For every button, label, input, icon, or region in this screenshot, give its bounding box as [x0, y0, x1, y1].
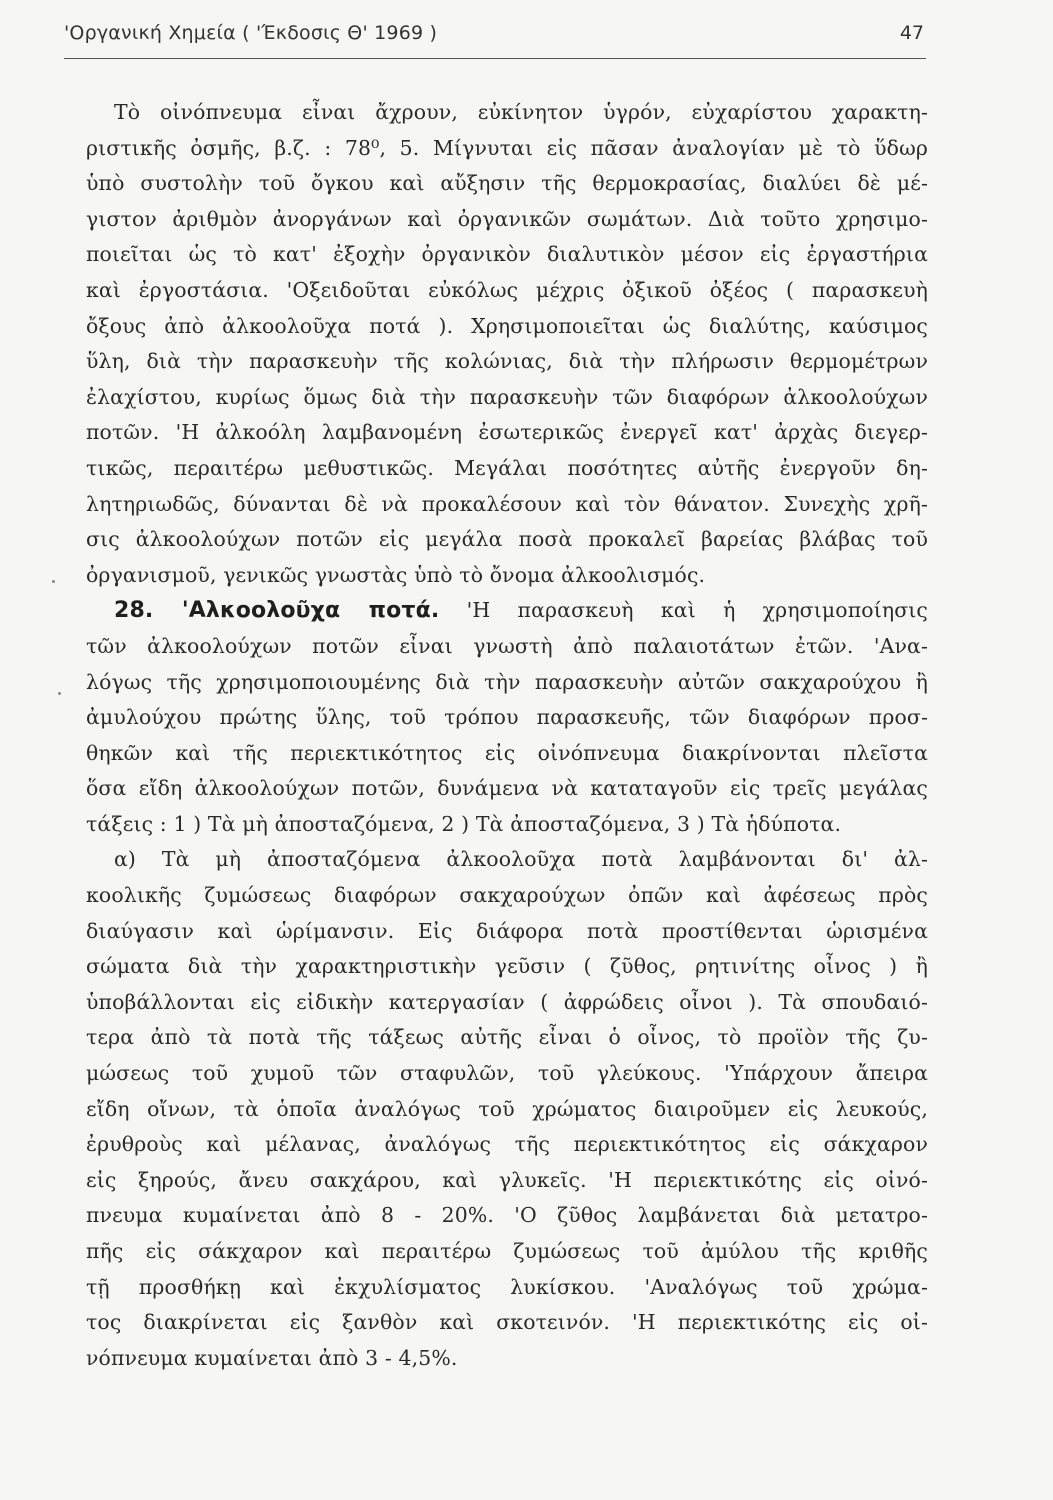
text-line: σις ἀλκοολούχων ποτῶν εἰς μεγάλα ποσὰ προκαλεῖ βαρείας βλάβας τοῦ	[86, 527, 928, 552]
text-line: καὶ ἐργοστάσια. 'Οξειδοῦται εὐκόλως μέχρις ὀξικοῦ ὀξέος ( παρασκευὴ	[86, 277, 928, 302]
text-line: τῶν ἀλκοολούχων ποτῶν εἶναι γνωστὴ ἀπὸ παλαιοτάτων ἐτῶν. 'Ανα-	[86, 633, 928, 658]
text-line: λητηριωδῶς, δύνανται δὲ νὰ προκαλέσουν καὶ τὸν θάνατον. Συνεχὴς χρῆ-	[86, 491, 928, 516]
running-header	[64, 22, 926, 59]
text-line: τάξεις : 1 ) Τὰ μὴ ἀποσταζόμενα, 2 ) Τὰ ἀποσταζόμενα, 3 ) Τὰ ἡδύποτα.	[86, 811, 842, 836]
text-line: πνευμα κυμαίνεται ἀπὸ 8 - 20%. 'Ο ζῦθος λαμβάνεται διὰ μετατρο-	[86, 1203, 928, 1228]
text-line: ἐρυθροὺς καὶ μέλανας, ἀναλόγως τῆς περιεκτικότητος εἰς σάκχαρον	[86, 1132, 928, 1157]
text-line: ὕλη, διὰ τὴν παρασκευὴν τῆς κολώνιας, διὰ τὴν πλήρωσιν θερμομέτρων	[86, 349, 928, 374]
text-line: ὑπὸ συστολὴν τοῦ ὄγκου καὶ αὔξησιν τῆς θερμοκρασίας, διαλύει δὲ μέ-	[86, 171, 928, 196]
section-28-text: 'Η παρασκευὴ καὶ ἡ χρησιμοποίησις	[466, 598, 928, 623]
text-line: ριστικῆς ὀσμῆς, β.ζ. : 78⁰, 5. Μίγνυται εἰς πᾶσαν ἀναλογίαν μὲ τὸ ὕδωρ	[86, 135, 928, 160]
text-line: ποτῶν. 'Η ἀλκοόλη λαμβανομένη ἐσωτερικῶς ἐνεργεῖ κατ' ἀρχὰς διεγερ-	[86, 420, 928, 445]
text-line: εἴδη οἴνων, τὰ ὁποῖα ἀναλόγως τοῦ χρώματος διαιροῦμεν εἰς λευκούς,	[86, 1096, 928, 1121]
text-line: α) Τὰ μὴ ἀποσταζόμενα ἀλκοολοῦχα ποτὰ λαμβάνονται δι' ἀλ-	[114, 847, 928, 872]
text-line: εἰς ξηρούς, ἄνευ σακχάρου, καὶ γλυκεῖς. 'Η περιεκτικότης εἰς οἰνό-	[86, 1167, 928, 1192]
scan-speck	[58, 692, 61, 695]
text-line: τικῶς, περαιτέρω μεθυστικῶς. Μεγάλαι ποσότητες αὐτῆς ἐνεργοῦν δη-	[86, 455, 928, 480]
text-line: ὀργανισμοῦ, γενικῶς γνωστὰς ὑπὸ τὸ ὄνομα ἀλκοολισμός.	[86, 562, 706, 587]
text-line: τος διακρίνεται εἰς ξανθὸν καὶ σκοτεινόν. 'Η περιεκτικότης εἰς οἰ-	[86, 1310, 928, 1335]
text-line: διαύγασιν καὶ ὡρίμανσιν. Εἰς διάφορα ποτὰ προστίθενται ὡρισμένα	[86, 918, 928, 943]
section-28-first-line	[86, 593, 928, 629]
header-title: 'Οργανική Χημεία ( 'Έκδοσις Θ' 1969 )	[64, 22, 438, 44]
text-line: ἀμυλούχου πρώτης ὕλης, τοῦ τρόπου παρασκευῆς, τῶν διαφόρων προσ-	[86, 705, 928, 730]
text-line: μώσεως τοῦ χυμοῦ τῶν σταφυλῶν, τοῦ γλεύκους. 'Υπάρχουν ἄπειρα	[86, 1061, 928, 1086]
scan-speck	[52, 580, 55, 583]
text-line: πῆς εἰς σάκχαρον καὶ περαιτέρω ζυμώσεως τοῦ ἀμύλου τῆς κριθῆς	[86, 1239, 928, 1263]
page-number: 47	[899, 22, 924, 44]
text-line: ποιεῖται ὡς τὸ κατ' ἐξοχὴν ὀργανικὸν διαλυτικὸν μέσον εἰς ἐργαστήρια	[86, 242, 928, 267]
text-line: θηκῶν καὶ τῆς περιεκτικότητος εἰς οἰνόπνευμα διακρίνονται πλεῖστα	[86, 740, 928, 765]
body-text	[86, 95, 928, 1376]
text-line: τῇ προσθήκῃ καὶ ἐκχυλίσματος λυκίσκου. 'Αναλόγως τοῦ χρώμα-	[86, 1274, 928, 1299]
text-line: ἐλαχίστου, κυρίως ὅμως διὰ τὴν παρασκευὴν τῶν διαφόρων ἀλκοολούχων	[86, 384, 928, 409]
text-line: νόπνευμα κυμαίνεται ἀπὸ 3 - 4,5%.	[86, 1345, 458, 1370]
text-line: ὑποβάλλονται εἰς εἰδικὴν κατεργασίαν ( ἀφρώδεις οἶνοι ). Τὰ σπουδαιό-	[86, 989, 928, 1014]
text-line: γιστον ἀριθμὸν ἀνοργάνων καὶ ὀργανικῶν σωμάτων. Διὰ τοῦτο χρησιμο-	[86, 206, 928, 231]
text-line: σώματα διὰ τὴν χαρακτηριστικὴν γεῦσιν ( ζῦθος, ρητινίτης οἶνος ) ἢ	[86, 954, 928, 979]
text-line: ὄξους ἀπὸ ἀλκοολοῦχα ποτά ). Χρησιμοποιεῖται ὡς διαλύτης, καύσιμος	[86, 313, 928, 338]
text-line: τερα ἀπὸ τὰ ποτὰ τῆς τάξεως αὐτῆς εἶναι ὁ οἶνος, τὸ προϊὸν τῆς ζυ-	[86, 1025, 928, 1050]
text-line: κοολικῆς ζυμώσεως διαφόρων σακχαρούχων ὀπῶν καὶ ἀφέσεως πρὸς	[86, 883, 928, 908]
section-heading: 28. 'Αλκοολοῦχα ποτά.	[114, 598, 440, 624]
text-line: ὅσα εἴδη ἀλκοολούχων ποτῶν, δυνάμενα νὰ καταταγοῦν εἰς τρεῖς μεγάλας	[86, 776, 928, 801]
text-line: λόγως τῆς χρησιμοποιουμένης διὰ τὴν παρασκευὴν αὐτῶν σακχαρούχου ἢ	[86, 669, 928, 694]
text-line: Τὸ οἰνόπνευμα εἶναι ἄχρουν, εὐκίνητον ὑγρόν, εὐχαρίστου χαρακτη-	[114, 100, 928, 124]
